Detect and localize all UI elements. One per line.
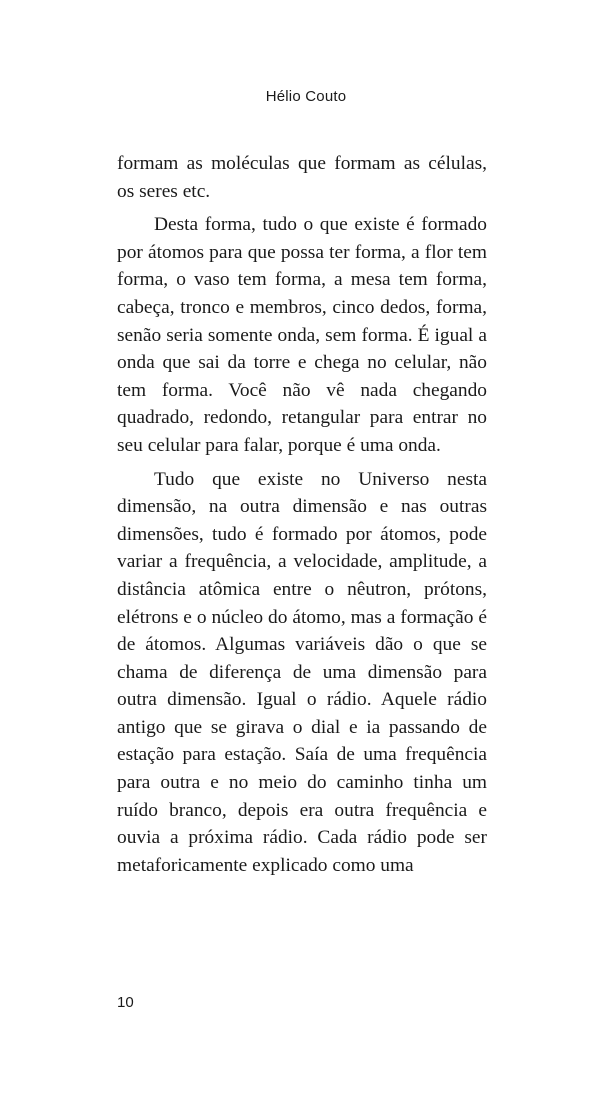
page-body xyxy=(117,150,487,879)
paragraph: Tudo que existe no Universo nesta dimensão, na outra dimensão e nas outras dimensões, tudo é formado por átomos, pode variar a frequência, a velocidade, amplitude, a distância atômica entre o nêutron, prótons, elétrons e o núcleo do átomo, mas a formação é de átomos. Algumas variáveis dão o que se chama de diferença de uma dimensão para outra dimensão. Igual o rádio. Aquele rádio antigo que se girava o dial e ia passando de estação para estação. Saía de uma frequência para outra e no meio do caminho tinha um ruído branco, depois era outra frequência e ouvia a próxima rádio. Cada rádio pode ser metaforicamente explicado como uma xyxy=(117,468,487,876)
paragraph: Desta forma, tudo o que existe é formado por átomos para que possa ter forma, a flor tem forma, o vaso tem forma, a mesa tem forma, cabeça, tronco e membros, cinco dedos, forma, senão seria somente onda, sem forma. É igual a onda que sai da torre e chega no celular, não tem forma. Você não vê nada chegando quadrado, redondo, retangular para entrar no seu celular para falar, porque é uma onda. xyxy=(117,214,487,456)
page-number: 10 xyxy=(117,994,134,1011)
running-header: Hélio Couto xyxy=(265,88,347,105)
paragraph-continuation: formam as moléculas que formam as células, os seres etc. xyxy=(117,153,487,202)
